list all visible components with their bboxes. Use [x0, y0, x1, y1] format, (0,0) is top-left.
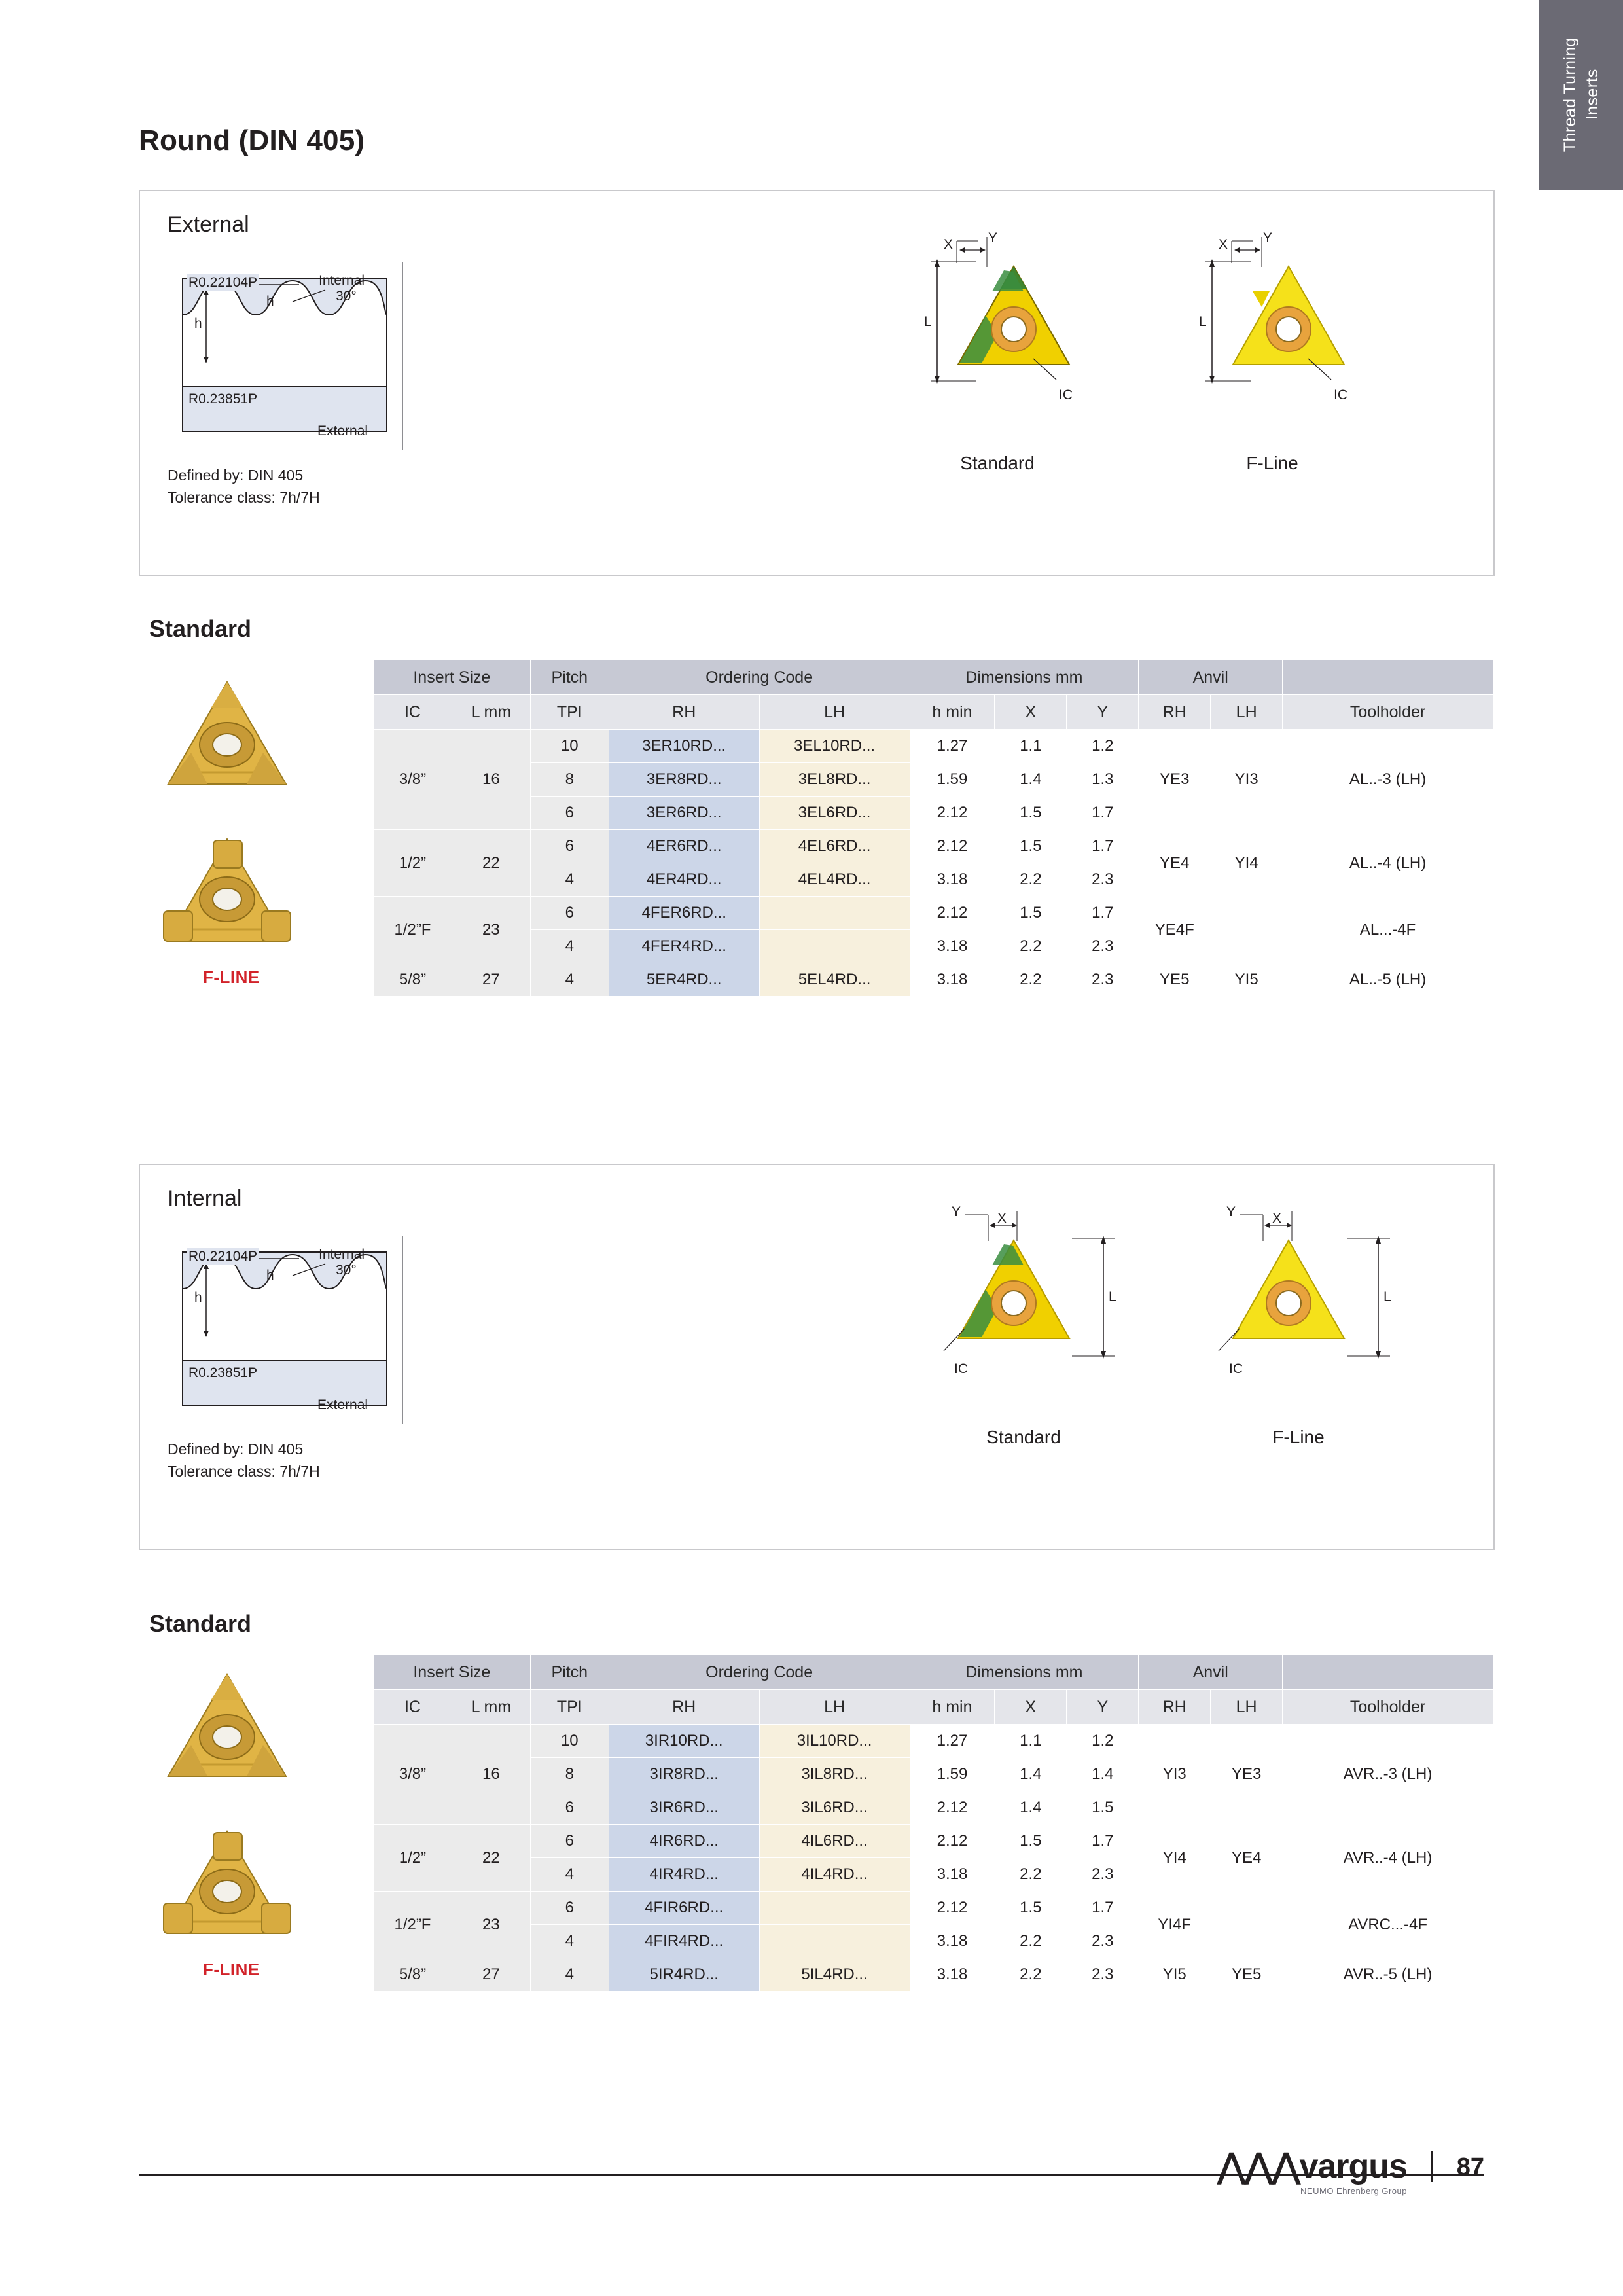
external-fline-y-label: Y	[1263, 230, 1273, 245]
header-group-insert-size: Insert Size	[374, 660, 531, 695]
cell-rh-code: 3ER6RD...	[609, 797, 759, 830]
cell-ic: 3/8”	[374, 730, 452, 830]
external-insert-photo-standard	[152, 674, 302, 798]
cell-rh-code: 5ER4RD...	[609, 963, 759, 997]
cell-x: 2.2	[995, 1958, 1067, 1992]
header-rh: RH	[609, 695, 759, 730]
header-h-min: h min	[910, 1690, 995, 1725]
internal-h-label: h	[194, 1290, 202, 1305]
header-tpi: TPI	[530, 695, 609, 730]
cell-lh-code	[759, 1925, 910, 1958]
cell-tpi: 10	[530, 730, 609, 763]
header-group-insert-size: Insert Size	[374, 1655, 531, 1690]
cell-lh-code: 5EL4RD...	[759, 963, 910, 997]
internal-box-title: Internal	[168, 1186, 242, 1211]
external-fline-brand: F-LINE	[203, 967, 260, 987]
cell-h-min: 1.27	[910, 730, 995, 763]
side-tab-line2: Inserts	[1583, 69, 1601, 120]
cell-y: 1.7	[1067, 897, 1139, 930]
external-tolerance-class: Tolerance class: 7h/7H	[168, 489, 320, 506]
cell-x: 2.2	[995, 863, 1067, 897]
header-group-ordering-code: Ordering Code	[609, 660, 910, 695]
internal-fline-ic-label: IC	[1229, 1361, 1243, 1376]
cell-tpi: 4	[530, 963, 609, 997]
header-rh: RH	[609, 1690, 759, 1725]
cell-x: 1.5	[995, 797, 1067, 830]
external-box-title: External	[168, 212, 249, 237]
cell-lh-code	[759, 930, 910, 963]
cell-x: 2.2	[995, 930, 1067, 963]
vargus-logo-subtitle: NEUMO Ehrenberg Group	[1300, 2186, 1407, 2196]
internal-fline-brand: F-LINE	[203, 1960, 260, 1979]
cell-lh-code: 3EL6RD...	[759, 797, 910, 830]
page-number: 87	[1456, 2153, 1484, 2181]
cell-x: 2.2	[995, 1925, 1067, 1958]
external-radius-bottom-label: R0.23851P	[187, 391, 259, 408]
external-info-box	[139, 190, 1495, 576]
header-group-anvil: Anvil	[1139, 660, 1283, 695]
internal-section-heading: Standard	[149, 1610, 252, 1637]
cell-l: 16	[452, 730, 530, 830]
header-ic: IC	[374, 1690, 452, 1725]
cell-rh-code: 4FIR4RD...	[609, 1925, 759, 1958]
cell-h-min: 3.18	[910, 1958, 995, 1992]
cell-tpi: 6	[530, 897, 609, 930]
cell-h-min: 1.59	[910, 763, 995, 797]
internal-standard-y-label: Y	[952, 1204, 961, 1219]
internal-radius-top-label: R0.22104P	[187, 1248, 259, 1265]
external-thread-profile-figure	[168, 262, 403, 450]
cell-rh-code: 3ER10RD...	[609, 730, 759, 763]
external-standard-insert-diagram	[899, 230, 1122, 446]
header-anvil-lh: LH	[1211, 695, 1283, 730]
cell-lh-code: 5IL4RD...	[759, 1958, 910, 1992]
external-standard-ic-label: IC	[1059, 387, 1073, 403]
cell-lh-code	[759, 897, 910, 930]
cell-rh-code: 4FIR6RD...	[609, 1892, 759, 1925]
cell-x: 1.1	[995, 730, 1067, 763]
cell-h-min: 2.12	[910, 1791, 995, 1825]
cell-tpi: 6	[530, 1791, 609, 1825]
header-group-toolholder-spacer	[1283, 660, 1493, 695]
cell-y: 1.3	[1067, 763, 1139, 797]
header-x: X	[995, 695, 1067, 730]
internal-standard-ic-label: IC	[954, 1361, 968, 1376]
internal-angle-label: 30°	[336, 1263, 357, 1278]
cell-y: 1.7	[1067, 797, 1139, 830]
cell-anvil-lh: YE3	[1211, 1725, 1283, 1825]
header-toolholder: Toolholder	[1283, 695, 1493, 730]
header-group-pitch: Pitch	[530, 660, 609, 695]
cell-x: 1.4	[995, 763, 1067, 797]
cell-y: 1.4	[1067, 1758, 1139, 1791]
internal-fline-l-label: L	[1383, 1289, 1391, 1304]
external-fline-l-label: L	[1199, 314, 1207, 329]
cell-rh-code: 4ER6RD...	[609, 830, 759, 863]
cell-anvil-rh: YI3	[1139, 1725, 1211, 1825]
external-fline-insert-diagram	[1174, 230, 1397, 446]
cell-y: 2.3	[1067, 1858, 1139, 1892]
internal-standard-caption: Standard	[986, 1427, 1061, 1447]
cell-toolholder: AL..-4 (LH)	[1283, 830, 1493, 897]
cell-tpi: 4	[530, 1858, 609, 1892]
internal-standard-insert-diagram	[925, 1204, 1148, 1420]
cell-tpi: 8	[530, 763, 609, 797]
external-h-label: h	[194, 316, 202, 331]
cell-h-min: 2.12	[910, 797, 995, 830]
cell-h-min: 1.27	[910, 1725, 995, 1758]
side-tab-thread-turning-inserts	[1539, 0, 1623, 190]
header-y: Y	[1067, 695, 1139, 730]
header-group-pitch: Pitch	[530, 1655, 609, 1690]
header-lh: LH	[759, 695, 910, 730]
cell-tpi: 4	[530, 863, 609, 897]
cell-h-min: 3.18	[910, 1858, 995, 1892]
cell-h-min: 3.18	[910, 930, 995, 963]
cell-h-min: 1.59	[910, 1758, 995, 1791]
cell-ic: 1/2”F	[374, 897, 452, 963]
cell-rh-code: 4FER6RD...	[609, 897, 759, 930]
external-h-label-top: h	[266, 294, 274, 309]
cell-rh-code: 3ER8RD...	[609, 763, 759, 797]
external-fline-x-label: X	[1219, 237, 1228, 252]
cell-ic: 5/8”	[374, 1958, 452, 1992]
cell-anvil-rh: YE3	[1139, 730, 1211, 830]
side-tab-line1: Thread Turning	[1561, 37, 1579, 152]
cell-toolholder: AL...-4F	[1283, 897, 1493, 963]
cell-anvil-lh: YI5	[1211, 963, 1283, 997]
cell-lh-code: 3IL10RD...	[759, 1725, 910, 1758]
cell-y: 1.2	[1067, 730, 1139, 763]
cell-l: 22	[452, 1825, 530, 1892]
cell-rh-code: 4ER4RD...	[609, 863, 759, 897]
cell-rh-code: 3IR10RD...	[609, 1725, 759, 1758]
cell-lh-code: 3IL6RD...	[759, 1791, 910, 1825]
cell-anvil-rh: YE5	[1139, 963, 1211, 997]
internal-h-label-top: h	[266, 1268, 274, 1283]
cell-h-min: 3.18	[910, 1925, 995, 1958]
cell-rh-code: 4IR4RD...	[609, 1858, 759, 1892]
cell-l: 22	[452, 830, 530, 897]
cell-x: 2.2	[995, 1858, 1067, 1892]
internal-insert-photo-fline	[152, 1823, 302, 1948]
cell-rh-code: 4FER4RD...	[609, 930, 759, 963]
cell-anvil-rh: YI4F	[1139, 1892, 1211, 1958]
cell-h-min: 3.18	[910, 863, 995, 897]
header-anvil-rh: RH	[1139, 1690, 1211, 1725]
cell-lh-code: 4EL6RD...	[759, 830, 910, 863]
internal-internal-label: Internal	[319, 1247, 365, 1262]
cell-h-min: 2.12	[910, 830, 995, 863]
cell-ic: 1/2”	[374, 1825, 452, 1892]
cell-anvil-rh: YI4	[1139, 1825, 1211, 1892]
cell-anvil-lh	[1211, 897, 1283, 963]
cell-anvil-lh	[1211, 1892, 1283, 1958]
internal-fline-caption: F-Line	[1272, 1427, 1325, 1447]
cell-x: 1.5	[995, 1825, 1067, 1858]
header-x: X	[995, 1690, 1067, 1725]
cell-h-min: 2.12	[910, 1825, 995, 1858]
cell-lh-code: 3IL8RD...	[759, 1758, 910, 1791]
cell-h-min: 2.12	[910, 1892, 995, 1925]
cell-x: 1.5	[995, 830, 1067, 863]
header-group-ordering-code: Ordering Code	[609, 1655, 910, 1690]
cell-ic: 1/2”F	[374, 1892, 452, 1958]
header-group-dimensions: Dimensions mm	[910, 660, 1139, 695]
cell-x: 1.4	[995, 1758, 1067, 1791]
cell-anvil-rh: YI5	[1139, 1958, 1211, 1992]
internal-defined-by: Defined by: DIN 405	[168, 1441, 304, 1458]
header-ic: IC	[374, 695, 452, 730]
external-standard-x-label: X	[944, 237, 954, 252]
cell-lh-code: 4IL4RD...	[759, 1858, 910, 1892]
cell-y: 2.3	[1067, 863, 1139, 897]
cell-tpi: 6	[530, 797, 609, 830]
cell-lh-code: 4EL4RD...	[759, 863, 910, 897]
header-toolholder: Toolholder	[1283, 1690, 1493, 1725]
header-h-min: h min	[910, 695, 995, 730]
cell-tpi: 4	[530, 930, 609, 963]
external-angle-label: 30°	[336, 289, 357, 304]
external-fline-caption: F-Line	[1246, 453, 1298, 473]
cell-toolholder: AVR..-5 (LH)	[1283, 1958, 1493, 1992]
internal-insert-photo-standard	[152, 1666, 302, 1791]
header-lh: LH	[759, 1690, 910, 1725]
cell-l: 27	[452, 1958, 530, 1992]
cell-ic: 3/8”	[374, 1725, 452, 1825]
cell-tpi: 4	[530, 1958, 609, 1992]
cell-y: 1.7	[1067, 1892, 1139, 1925]
cell-y: 1.7	[1067, 1825, 1139, 1858]
cell-rh-code: 5IR4RD...	[609, 1958, 759, 1992]
internal-fline-y-label: Y	[1226, 1204, 1236, 1219]
cell-y: 2.3	[1067, 1925, 1139, 1958]
cell-rh-code: 3IR8RD...	[609, 1758, 759, 1791]
cell-x: 2.2	[995, 963, 1067, 997]
cell-l: 23	[452, 897, 530, 963]
header-anvil-rh: RH	[1139, 695, 1211, 730]
cell-l: 16	[452, 1725, 530, 1825]
cell-anvil-lh: YI3	[1211, 730, 1283, 830]
cell-lh-code: 4IL6RD...	[759, 1825, 910, 1858]
vargus-logo-mark: ⋀⋀⋀	[1217, 2147, 1300, 2185]
cell-toolholder: AL..-5 (LH)	[1283, 963, 1493, 997]
cell-ic: 1/2”	[374, 830, 452, 897]
cell-anvil-lh: YI4	[1211, 830, 1283, 897]
cell-x: 1.1	[995, 1725, 1067, 1758]
external-radius-top-label: R0.22104P	[187, 274, 259, 291]
cell-x: 1.5	[995, 897, 1067, 930]
internal-radius-bottom-label: R0.23851P	[187, 1365, 259, 1382]
cell-y: 1.5	[1067, 1791, 1139, 1825]
vargus-logo	[1218, 2147, 1408, 2196]
cell-tpi: 6	[530, 1892, 609, 1925]
cell-x: 1.5	[995, 1892, 1067, 1925]
cell-y: 1.7	[1067, 830, 1139, 863]
cell-y: 2.3	[1067, 1958, 1139, 1992]
external-defined-by: Defined by: DIN 405	[168, 467, 304, 484]
internal-tolerance-class: Tolerance class: 7h/7H	[168, 1463, 320, 1480]
cell-l: 27	[452, 963, 530, 997]
page-title: Round (DIN 405)	[139, 124, 365, 156]
cell-y: 2.3	[1067, 963, 1139, 997]
cell-ic: 5/8”	[374, 963, 452, 997]
cell-toolholder: AVR..-3 (LH)	[1283, 1725, 1493, 1825]
cell-lh-code: 3EL10RD...	[759, 730, 910, 763]
cell-tpi: 10	[530, 1725, 609, 1758]
header-l-mm: L mm	[452, 695, 530, 730]
internal-fline-x-label: X	[1272, 1211, 1282, 1226]
internal-info-box	[139, 1164, 1495, 1550]
external-standard-l-label: L	[924, 314, 932, 329]
cell-tpi: 6	[530, 1825, 609, 1858]
cell-lh-code: 3EL8RD...	[759, 763, 910, 797]
cell-rh-code: 3IR6RD...	[609, 1791, 759, 1825]
external-standard-y-label: Y	[988, 230, 998, 245]
cell-tpi: 8	[530, 1758, 609, 1791]
internal-standard-l-label: L	[1109, 1289, 1116, 1304]
cell-toolholder: AVRC...-4F	[1283, 1892, 1493, 1958]
internal-spec-table	[373, 1655, 1493, 1992]
internal-external-label: External	[317, 1397, 368, 1412]
header-anvil-lh: LH	[1211, 1690, 1283, 1725]
cell-anvil-lh: YE5	[1211, 1958, 1283, 1992]
cell-toolholder: AL..-3 (LH)	[1283, 730, 1493, 830]
header-l-mm: L mm	[452, 1690, 530, 1725]
external-internal-label: Internal	[319, 273, 365, 288]
cell-y: 2.3	[1067, 930, 1139, 963]
external-standard-caption: Standard	[960, 453, 1035, 473]
vargus-wordmark: vargus	[1299, 2147, 1407, 2185]
external-insert-photo-fline	[152, 831, 302, 956]
cell-y: 1.2	[1067, 1725, 1139, 1758]
internal-thread-profile-figure	[168, 1236, 403, 1424]
cell-h-min: 2.12	[910, 897, 995, 930]
header-group-anvil: Anvil	[1139, 1655, 1283, 1690]
cell-anvil-rh: YE4	[1139, 830, 1211, 897]
cell-rh-code: 4IR6RD...	[609, 1825, 759, 1858]
external-section-heading: Standard	[149, 615, 252, 642]
cell-anvil-rh: YE4F	[1139, 897, 1211, 963]
external-spec-table	[373, 660, 1493, 997]
external-external-label: External	[317, 423, 368, 439]
cell-x: 1.4	[995, 1791, 1067, 1825]
cell-tpi: 6	[530, 830, 609, 863]
external-fline-ic-label: IC	[1334, 387, 1347, 403]
cell-toolholder: AVR..-4 (LH)	[1283, 1825, 1493, 1892]
cell-l: 23	[452, 1892, 530, 1958]
cell-lh-code	[759, 1892, 910, 1925]
cell-anvil-lh: YE4	[1211, 1825, 1283, 1892]
cell-h-min: 3.18	[910, 963, 995, 997]
page-number-divider	[1431, 2151, 1433, 2182]
header-tpi: TPI	[530, 1690, 609, 1725]
header-group-toolholder-spacer	[1283, 1655, 1493, 1690]
header-group-dimensions: Dimensions mm	[910, 1655, 1139, 1690]
header-y: Y	[1067, 1690, 1139, 1725]
internal-fline-insert-diagram	[1200, 1204, 1423, 1420]
cell-tpi: 4	[530, 1925, 609, 1958]
internal-standard-x-label: X	[997, 1211, 1007, 1226]
